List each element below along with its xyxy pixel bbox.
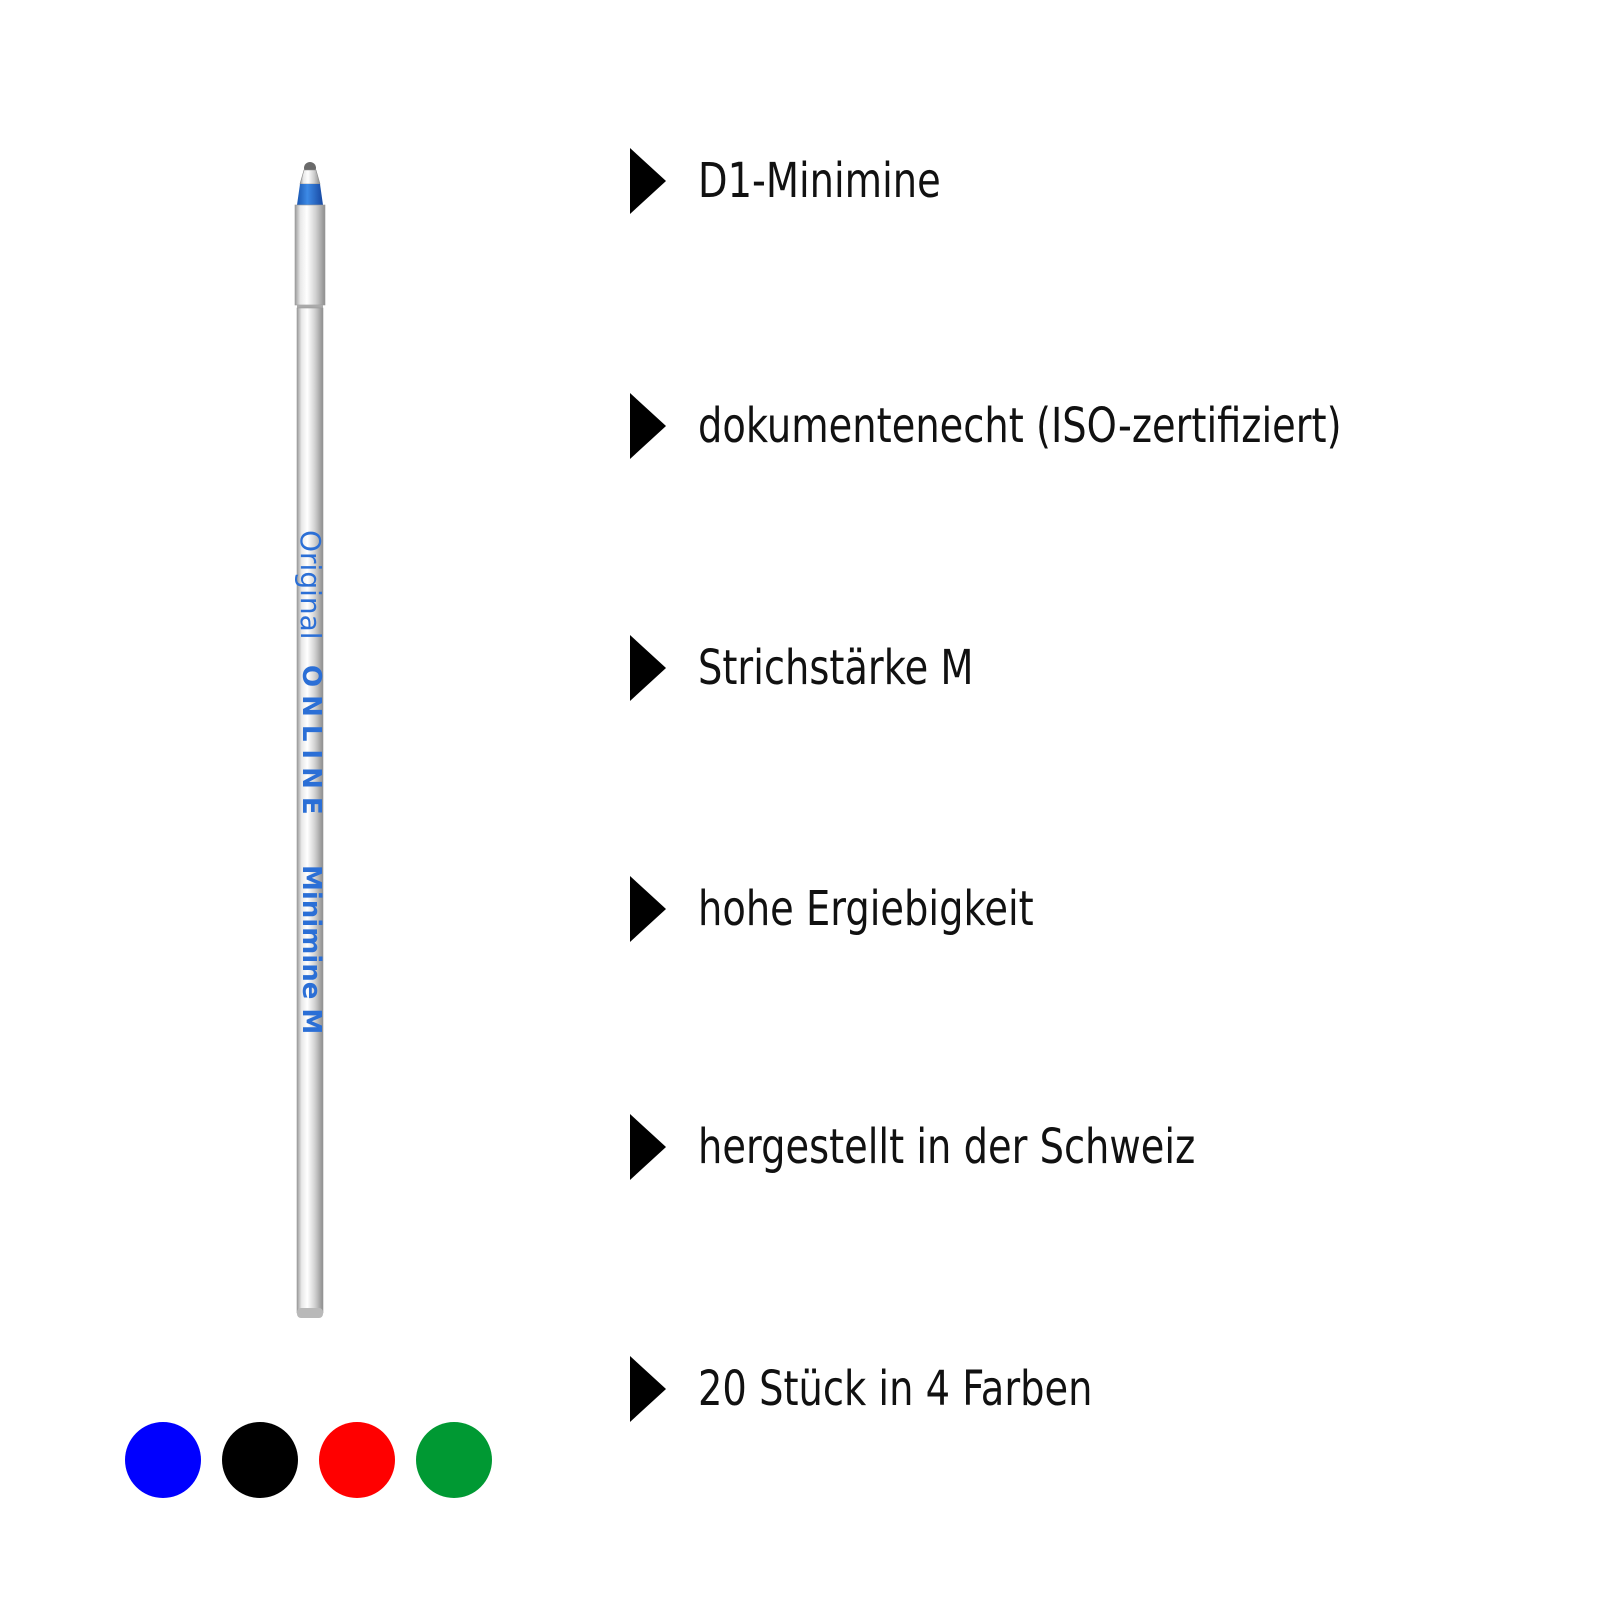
print-original: Original: [294, 530, 327, 640]
feature-text: Strichstärke M: [698, 640, 974, 696]
triangle-right-icon: [630, 876, 666, 942]
feature-text: hohe Ergiebigkeit: [698, 881, 1034, 937]
print-brand: ONLINE: [296, 665, 326, 823]
triangle-right-icon: [630, 1356, 666, 1422]
feature-item: [630, 1354, 1191, 1424]
color-swatches: [125, 1422, 492, 1498]
triangle-right-icon: [630, 635, 666, 701]
print-model: Minimine M: [296, 865, 326, 1035]
swatch-blue: [125, 1422, 201, 1498]
feature-item: [630, 633, 1042, 703]
feature-item: [630, 1112, 1320, 1182]
feature-text: hergestellt in der Schweiz: [698, 1119, 1196, 1175]
feature-list: [630, 0, 1590, 1600]
triangle-right-icon: [630, 1114, 666, 1180]
swatch-black: [222, 1422, 298, 1498]
swatch-green: [416, 1422, 492, 1498]
swatch-red: [319, 1422, 395, 1498]
feature-text: 20 Stück in 4 Farben: [698, 1361, 1093, 1417]
refill-print: [285, 160, 335, 1320]
refill-image: [285, 160, 335, 1320]
feature-item: [630, 391, 1502, 461]
feature-item: [630, 874, 1118, 944]
feature-item: [630, 146, 1001, 216]
triangle-right-icon: [630, 148, 666, 214]
feature-text: D1-Minimine: [698, 153, 941, 209]
triangle-right-icon: [630, 393, 666, 459]
feature-text: dokumentenecht (ISO-zertifiziert): [698, 398, 1342, 454]
